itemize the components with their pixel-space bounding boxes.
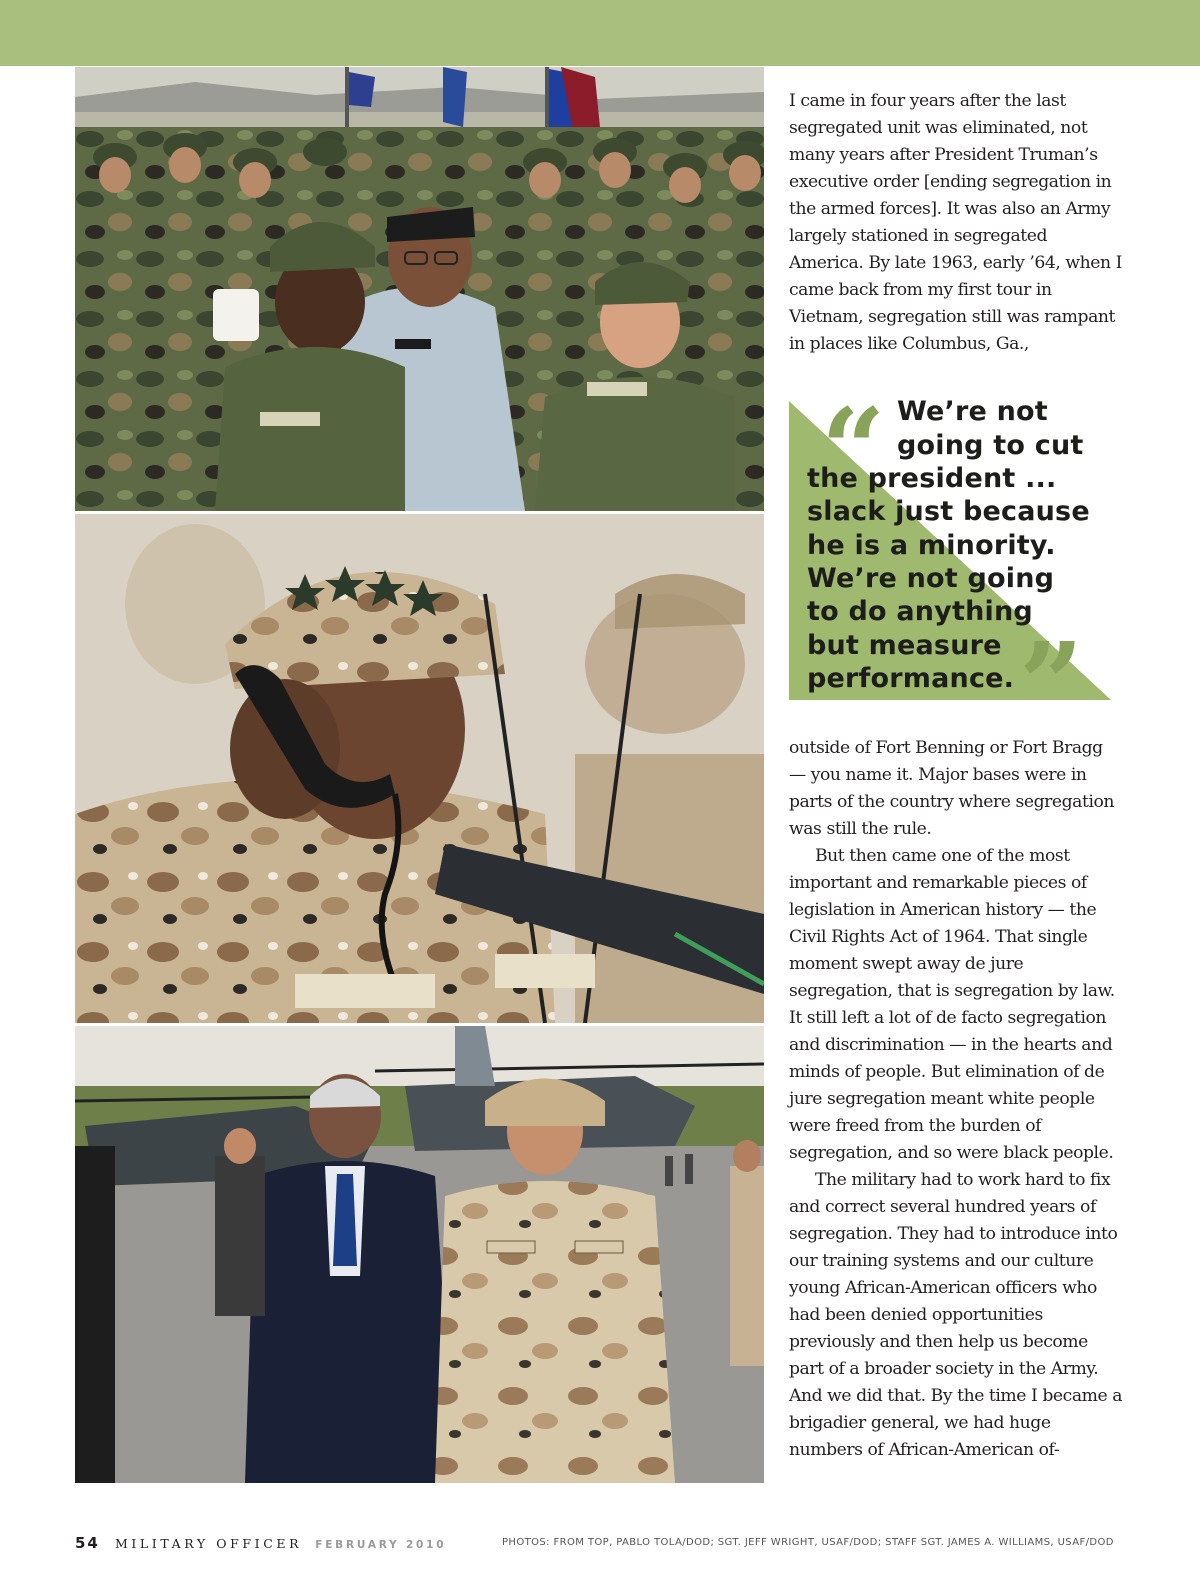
photo-airfield-walk <box>75 1026 764 1483</box>
photo-general-illustration <box>75 514 764 1023</box>
pull-quote-line: performance. <box>807 663 1015 694</box>
article-paragraph: outside of Fort Benning or Fort Bragg — you name it. Major bases were in parts of the country where segregation was still the rule. <box>789 738 1115 839</box>
article-text-top <box>789 88 1124 358</box>
photo-troops-illustration <box>75 67 764 511</box>
pull-quote-line: We’re not <box>897 396 1048 427</box>
pull-quote-line: We’re not going <box>807 563 1055 594</box>
page-footer <box>75 1533 446 1552</box>
photo-troops-gathering <box>75 67 764 511</box>
pull-quote-line: going to cut <box>897 430 1084 461</box>
photo-general-on-phone <box>75 514 764 1023</box>
issue-date: FEBRUARY 2010 <box>315 1539 447 1551</box>
magazine-name: MILITARY OFFICER <box>114 1536 303 1551</box>
top-color-band <box>0 0 1200 66</box>
article-paragraph: The military had to work hard to fix and correct several hundred years of segregation. They had to introduce into our training systems and our culture young African-American officers who had been denied opportunities previously and then help us become part of a broader society in the Army. And we did that. By the time I became a brigadier general, we had huge numbers of African-American of- <box>789 1170 1122 1460</box>
close-quote-mark: ” <box>1019 619 1084 750</box>
pull-quote-line: the president ... <box>807 463 1057 494</box>
page-number: 54 <box>75 1534 100 1552</box>
open-quote-mark: “ <box>821 385 886 516</box>
article-paragraph-intro: I came in four years after the last segregated unit was eliminated, not many years after President Truman’s executive order [ending segregation in the armed forces]. It was also an Army largely stationed in segregated America. By late 1963, early ’64, when I came back from my first tour in Vietnam, segregation still was rampant in places like Columbus, Ga., <box>789 91 1122 354</box>
pull-quote-line: slack just because <box>807 496 1090 527</box>
pull-quote-line: to do anything <box>807 596 1033 627</box>
pull-quote <box>789 385 1111 750</box>
article-paragraph: But then came one of the most important and remarkable pieces of legislation in American history — the Civil Rights Act of 1964. That single moment swept away de jure segregation, that is segregation by law. It still left a lot of de facto segregation and discrimination — in the hearts and minds of people. But elimination of de jure segregation meant white people were freed from the burden of segregation, and so were black people. <box>789 846 1115 1163</box>
article-text-bottom <box>789 735 1124 1464</box>
pull-quote-line: he is a minority. <box>807 530 1056 561</box>
photo-credits: PHOTOS: FROM TOP, PABLO TOLA/DOD; SGT. JEFF WRIGHT, USAF/DOD; STAFF SGT. JAMES A. WILLIAMS, USAF/DOD <box>502 1537 1114 1548</box>
photo-airfield-illustration <box>75 1026 764 1483</box>
pull-quote-line: but measure <box>807 630 1002 661</box>
